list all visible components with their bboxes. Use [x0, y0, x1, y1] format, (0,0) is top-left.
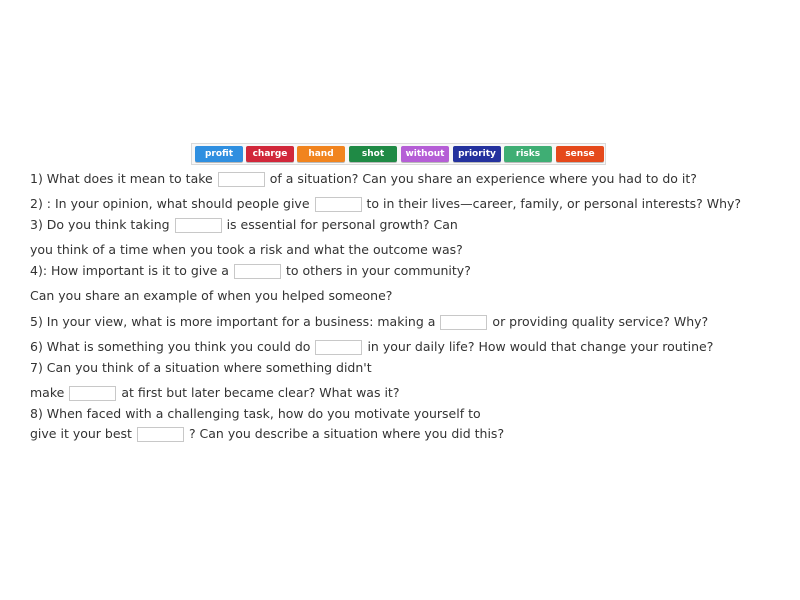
word-tile-risks[interactable]: risks — [504, 146, 552, 162]
question-text: at first but later became clear? What was it? — [121, 385, 400, 400]
question-text: give it your best — [30, 426, 132, 441]
word-tile-charge[interactable]: charge — [246, 146, 294, 162]
answer-blank[interactable] — [440, 315, 487, 330]
question-line — [30, 313, 708, 331]
question-line — [30, 216, 458, 234]
word-tile-priority[interactable]: priority — [453, 146, 501, 162]
question-text: 2) : In your opinion, what should people give — [30, 196, 310, 211]
question-line — [30, 405, 481, 423]
word-tile-without[interactable]: without — [401, 146, 449, 162]
question-line — [30, 170, 697, 188]
question-text: 3) Do you think taking — [30, 217, 170, 232]
question-text: 7) Can you think of a situation where something didn't — [30, 360, 372, 375]
answer-blank[interactable] — [315, 340, 362, 355]
question-text: Can you share an example of when you helped someone? — [30, 288, 393, 303]
question-line — [30, 425, 504, 443]
question-line — [30, 338, 713, 356]
question-text: 8) When faced with a challenging task, how do you motivate yourself to — [30, 406, 481, 421]
question-text: in your daily life? How would that change your routine? — [367, 339, 714, 354]
question-text: to others in your community? — [285, 263, 471, 278]
question-text: or providing quality service? Why? — [492, 314, 709, 329]
word-tile-profit[interactable]: profit — [195, 146, 243, 162]
question-text: make — [30, 385, 65, 400]
question-text: 6) What is something you think you could do — [30, 339, 311, 354]
word-tile-sense[interactable]: sense — [556, 146, 604, 162]
word-bank — [191, 143, 606, 165]
question-line — [30, 262, 471, 280]
question-text: 4): How important is it to give a — [30, 263, 229, 278]
question-line — [30, 287, 392, 305]
question-line — [30, 384, 399, 402]
question-line — [30, 359, 372, 377]
question-line — [30, 195, 741, 213]
answer-blank[interactable] — [315, 197, 362, 212]
question-text: ? Can you describe a situation where you did this? — [188, 426, 505, 441]
question-text: 1) What does it mean to take — [30, 171, 213, 186]
answer-blank[interactable] — [234, 264, 281, 279]
answer-blank[interactable] — [69, 386, 116, 401]
answer-blank[interactable] — [218, 172, 265, 187]
question-text: you think of a time when you took a risk and what the outcome was? — [30, 242, 463, 257]
question-text: of a situation? Can you share an experience where you had to do it? — [269, 171, 697, 186]
answer-blank[interactable] — [137, 427, 184, 442]
word-tile-hand[interactable]: hand — [297, 146, 345, 162]
question-text: 5) In your view, what is more important for a business: making a — [30, 314, 436, 329]
question-line — [30, 241, 463, 259]
question-text: to in their lives—career, family, or personal interests? Why? — [366, 196, 742, 211]
question-text: is essential for personal growth? Can — [226, 217, 458, 232]
answer-blank[interactable] — [175, 218, 222, 233]
word-tile-shot[interactable]: shot — [349, 146, 397, 162]
